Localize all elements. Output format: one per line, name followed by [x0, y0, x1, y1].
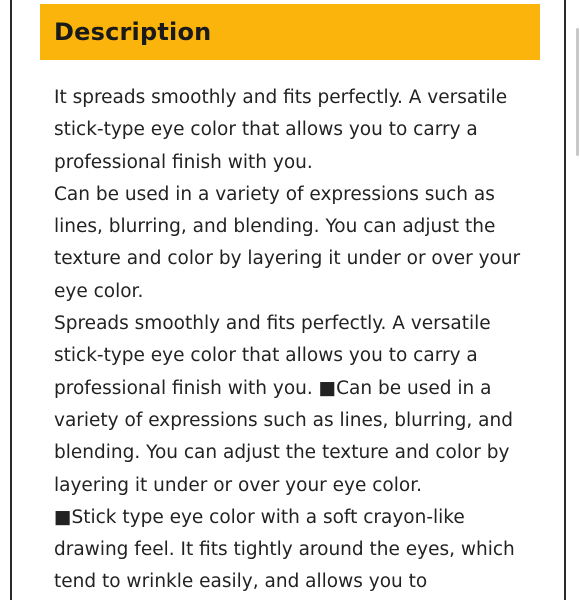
description-paragraph: Spreads smoothly and fits perfectly. A versatile stick-type eye color that allows you to carry a professional finish with you. ■Can be used in a variety of expressions such as lines, blurring, and blending. You can adjust the texture and color by layering it under or over your eye color.: [54, 313, 513, 496]
description-header: [40, 4, 540, 60]
description-paragraph: Can be used in a variety of expressions such as lines, blurring, and blending. You can adjust the texture and color by layering it under or over your eye color.: [54, 183, 521, 302]
description-paragraph: It spreads smoothly and fits perfectly. A versatile stick-type eye color that allows you to carry a professional finish with you.: [54, 87, 508, 173]
scrollbar-thumb[interactable]: [576, 28, 579, 156]
description-paragraph: ■Stick type eye color with a soft crayon-like drawing feel. It fits tightly around the eyes, which tend to wrinkle easily, and allows you to: [54, 506, 515, 593]
section-title: Description: [54, 18, 212, 46]
description-body: [54, 82, 534, 599]
